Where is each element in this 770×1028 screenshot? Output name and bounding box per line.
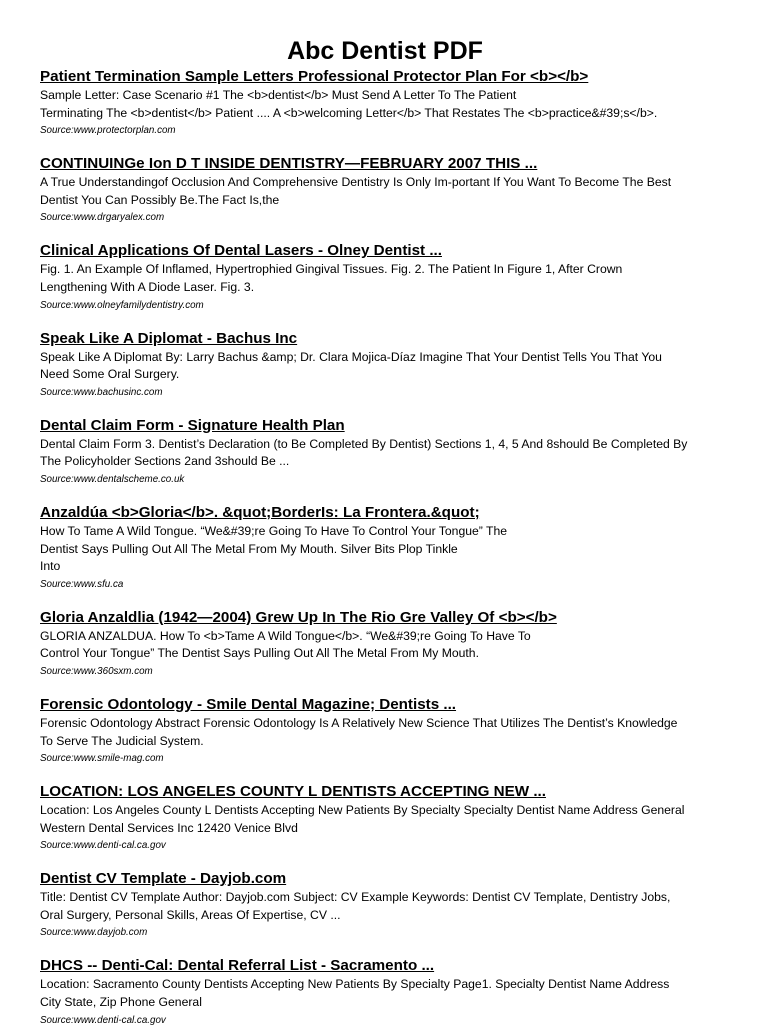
list-item <box>40 67 730 138</box>
list-item <box>40 329 730 400</box>
result-title-link[interactable]: Patient Termination Sample Letters Professional Protector Plan For <b></b> <box>40 68 589 85</box>
result-source: Source:www.drgaryalex.com <box>40 212 165 224</box>
list-item <box>40 416 730 487</box>
result-source: Source:www.denti-cal.ca.gov <box>40 840 166 852</box>
result-source: Source:www.bachusinc.com <box>40 386 163 398</box>
result-source: Source:www.smile-mag.com <box>40 753 164 765</box>
list-item <box>40 608 730 679</box>
page-title: Abc Dentist PDF <box>287 37 483 65</box>
result-source: Source:www.olneyfamilydentistry.com <box>40 299 204 311</box>
result-snippet: Fig. 1. An Example Of Inflamed, Hypertrophied Gingival Tissues. Fig. 2. The Patient In Figure 1, After Crown Lengthening With A Diode Laser. Fig. 3. <box>40 262 623 294</box>
list-item <box>40 241 730 312</box>
list-item <box>40 695 730 766</box>
result-snippet: GLORIA ANZALDUA. How To <b>Tame A Wild Tongue</b>. “We&#39;re Going To Have To Control Your Tongue” The Dentist Says Pulling Out All The Metal From My Mouth. <box>40 628 531 661</box>
result-title-link[interactable]: Dental Claim Form - Signature Health Plan <box>40 416 345 434</box>
list-item <box>40 782 730 853</box>
results-list <box>40 67 730 1028</box>
result-snippet: Location: Los Angeles County L Dentists Accepting New Patients By Specialty Specialty Dentist Name Address General Western Dental Services Inc 12420 Venice Blvd <box>40 803 685 835</box>
list-item <box>40 956 730 1027</box>
result-source: Source:www.dentalscheme.co.uk <box>40 473 185 485</box>
result-title-link[interactable]: LOCATION: LOS ANGELES COUNTY L DENTISTS ACCEPTING NEW ... <box>40 783 546 801</box>
result-snippet: How To Tame A Wild Tongue. “We&#39;re Going To Have To Control Your Tongue” The Dentist Says Pulling Out All The Metal From My Mouth. Silver Bits Plop Tinkle Into <box>40 523 508 574</box>
result-source: Source:www.sfu.ca <box>40 578 124 590</box>
result-title-link[interactable]: Gloria Anzaldlia (1942—2004) Grew Up In The Rio Gre Valley Of <b></b> <box>40 608 557 626</box>
list-item <box>40 154 730 225</box>
result-snippet: Dental Claim Form 3. Dentist’s Declaration (to Be Completed By Dentist) Sections 1, 4, 5 And 8should Be Completed By The Policyholder Sections 2and 3should Be ... <box>40 436 688 469</box>
result-source: Source:www.protectorplan.com <box>40 125 176 137</box>
result-snippet: Forensic Odontology Abstract Forensic Odontology Is A Relatively New Science That Utilizes The Dentist’s Knowledge To Serve The Judicial System. <box>40 715 678 748</box>
result-title-link[interactable]: CONTINUINGe Ion D T INSIDE DENTISTRY—FEBRUARY 2007 THIS ... <box>40 155 538 173</box>
result-source: Source:www.denti-cal.ca.gov <box>40 1014 166 1026</box>
result-snippet: Speak Like A Diplomat By: Larry Bachus &amp; Dr. Clara Mojica-Díaz Imagine That Your Dentist Tells You That You Need Some Oral Surgery. <box>40 349 662 382</box>
result-title-link[interactable]: Anzaldúa <b>Gloria</b>. &quot;BorderIs: La Frontera.&quot; <box>40 503 480 521</box>
result-snippet: Sample Letter: Case Scenario #1 The <b>dentist</b> Must Send A Letter To The Patient Terminating The <b>dentist</b> Patient .... A <b>welcoming Letter</b> That Restates The <b>practice&#39;s</b>. <box>40 88 658 120</box>
result-title-link[interactable]: Dentist CV Template - Dayjob.com <box>40 870 287 888</box>
result-source: Source:www.360sxm.com <box>40 665 153 677</box>
result-snippet: Title: Dentist CV Template Author: Dayjob.com Subject: CV Example Keywords: Dentist CV Template, Dentistry Jobs, Oral Surgery, Personal Skills, Areas Of Expertise, CV ... <box>40 890 671 922</box>
result-snippet: A True Understandingof Occlusion And Comprehensive Dentistry Is Only Im-portant If You Want To Become The Best Dentist You Can Possibly Be.The Fact Is,the <box>40 175 672 207</box>
result-source: Source:www.dayjob.com <box>40 927 148 939</box>
result-snippet: Location: Sacramento County Dentists Accepting New Patients By Specialty Page1. Specialty Dentist Name Address City State, Zip Phone General <box>40 977 670 1010</box>
result-title-link[interactable]: DHCS -- Denti-Cal: Dental Referral List - Sacramento ... <box>40 957 435 975</box>
list-item <box>40 869 730 940</box>
result-title-link[interactable]: Forensic Odontology - Smile Dental Magazine; Dentists ... <box>40 695 457 713</box>
list-item <box>40 503 730 592</box>
result-title-link[interactable]: Speak Like A Diplomat - Bachus Inc <box>40 329 298 347</box>
result-title-link[interactable]: Clinical Applications Of Dental Lasers - Olney Dentist ... <box>40 242 442 260</box>
